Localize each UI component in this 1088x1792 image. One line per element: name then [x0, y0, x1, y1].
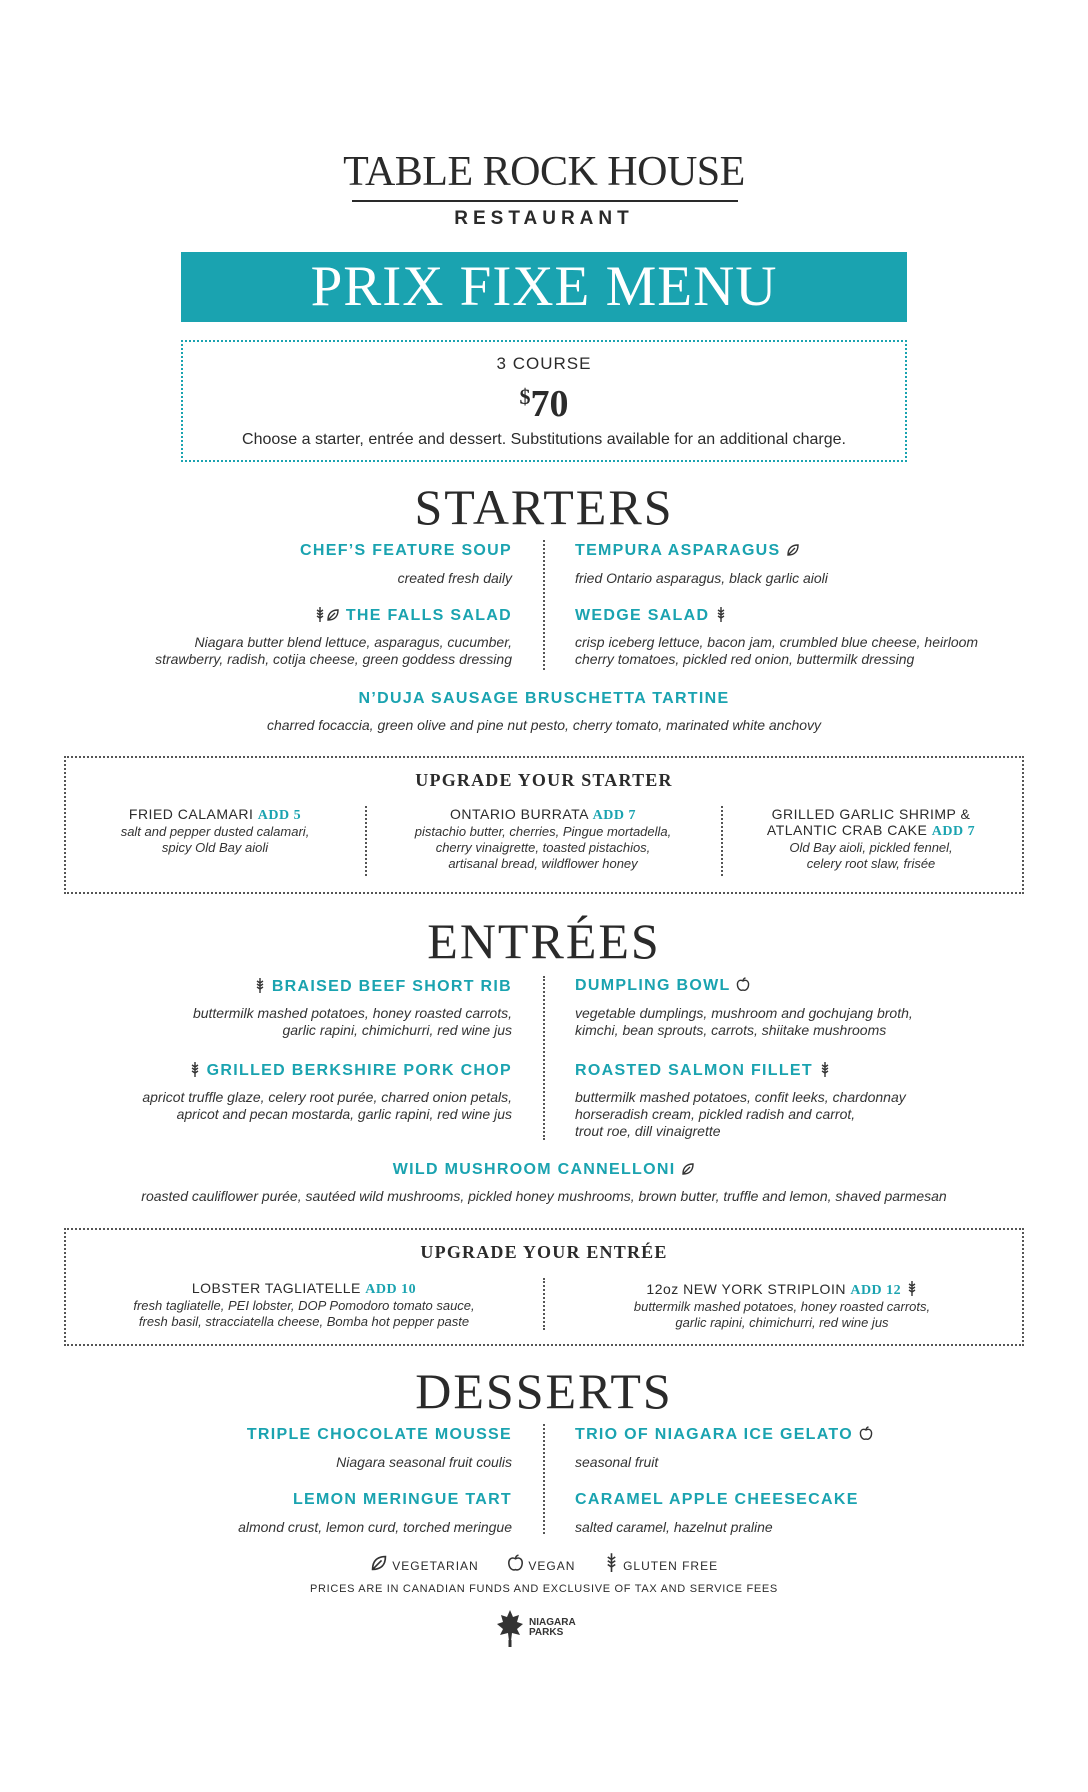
upgrade-price: ADD 7: [592, 808, 636, 823]
upgrade-title-text: ONTARIO BURRATA: [450, 806, 589, 822]
item-desc-line: crisp iceberg lettuce, bacon jam, crumbled blue cheese, heirloom: [575, 634, 979, 650]
upgrade-title: GRILLED GARLIC SHRIMP &: [771, 806, 971, 822]
dietary-legend: [0, 1552, 1088, 1575]
item-title: CARAMEL APPLE CHEESECAKE: [575, 1491, 859, 1508]
leaf-icon: [370, 1554, 388, 1575]
item-title-text: WILD MUSHROOM CANNELLONI: [392, 1161, 676, 1178]
item-title-text: TEMPURA ASPARAGUS: [575, 542, 781, 559]
course-label: 3 COURSE: [496, 354, 592, 373]
column-divider: [721, 806, 723, 876]
upgrade-price: ADD 7: [931, 824, 976, 839]
item-desc: [40, 634, 512, 668]
wheat-icon: [819, 1061, 831, 1082]
column-divider: [543, 1278, 545, 1330]
item-desc-line: strawberry, radish, cotija cheese, green goddess dressing: [155, 651, 512, 667]
upgrade-title: [70, 1280, 538, 1298]
menu-instructions: Choose a starter, entrée and dessert. Substitutions available for an additional charge.: [242, 431, 846, 448]
upgrade-item: [70, 806, 360, 856]
upgrade-desc-line: pistachio butter, cherries, Pingue mortadella,: [414, 824, 672, 839]
price: [183, 376, 905, 425]
item-desc-line: buttermilk mashed potatoes, confit leeks, chardonnay: [575, 1089, 906, 1105]
item-title-text: ROASTED SALMON FILLET: [575, 1062, 813, 1079]
apple-icon: [736, 977, 750, 997]
item-desc: created fresh daily: [397, 570, 512, 586]
item-desc-line: apricot truffle glaze, celery root purée, charred onion petals,: [142, 1089, 512, 1105]
wheat-icon: [906, 1280, 918, 1299]
leaf-icon: [786, 543, 800, 562]
item-desc: Niagara seasonal fruit coulis: [336, 1454, 512, 1470]
upgrade-title-text: LOBSTER TAGLIATELLE: [191, 1280, 361, 1296]
upgrade-title-text: ATLANTIC CRAB CAKE: [766, 822, 928, 838]
upgrade-title-text: 12oz NEW YORK STRIPLOIN: [646, 1281, 846, 1297]
upgrade-desc-line: fresh basil, stracciatella cheese, Bomba hot pepper paste: [138, 1314, 470, 1329]
item-title-text: GRILLED BERKSHIRE PORK CHOP: [206, 1062, 512, 1079]
item-desc: [40, 1005, 512, 1039]
upgrade-item: [370, 806, 716, 872]
item-desc-line: horseradish cream, pickled radish and carrot,: [575, 1106, 856, 1122]
item-desc: [40, 1089, 512, 1123]
item-desc: fried Ontario asparagus, black garlic aioli: [575, 570, 828, 586]
legend-vegan: [507, 1559, 575, 1573]
legend-vegetarian: [370, 1559, 479, 1573]
menu-banner: PRIX FIXE MENU: [181, 252, 907, 322]
brand-divider: [352, 200, 738, 202]
upgrade-title: [726, 822, 1016, 840]
item-title-text: BRAISED BEEF SHORT RIB: [271, 978, 512, 995]
upgrade-price: ADD 10: [365, 1282, 417, 1297]
price-symbol: $: [519, 384, 531, 409]
legend-label: VEGETARIAN: [392, 1559, 479, 1573]
upgrade-desc-line: cherry vinaigrette, toasted pistachios,: [435, 840, 651, 855]
upgrade-desc-line: fresh tagliatelle, PEI lobster, DOP Pomodoro tomato sauce,: [133, 1298, 475, 1313]
item-title-text: WEDGE SALAD: [575, 607, 710, 624]
upgrade-price: ADD 12: [850, 1283, 902, 1298]
wheat-icon: [604, 1552, 619, 1575]
upgrade-price: ADD 5: [257, 808, 302, 823]
upgrade-title: [370, 806, 716, 824]
upgrade-item: [550, 1280, 1014, 1331]
upgrade-desc-line: garlic rapini, chimichurri, red wine jus: [675, 1315, 889, 1330]
upgrade-desc-line: buttermilk mashed potatoes, honey roasted carrots,: [633, 1299, 931, 1314]
brand-subtitle: RESTAURANT: [454, 208, 634, 229]
upgrade-desc-line: spicy Old Bay aioli: [161, 840, 269, 855]
price-value: 70: [530, 383, 569, 425]
upgrade-item: [726, 806, 1016, 872]
legend-label: VEGAN: [528, 1559, 576, 1573]
price-box: [181, 340, 907, 462]
item-title: TRIPLE CHOCOLATE MOUSSE: [246, 1426, 512, 1443]
upgrade-desc-line: celery root slaw, frisée: [806, 856, 936, 871]
item-title: [40, 977, 512, 998]
item-desc-line: vegetable dumplings, mushroom and gochujang broth,: [575, 1005, 913, 1021]
upgrade-desc-line: Old Bay aioli, pickled fennel,: [789, 840, 953, 855]
upgrade-heading: UPGRADE YOUR STARTER: [415, 770, 673, 790]
niagara-parks-logo: [496, 1608, 596, 1648]
item-desc: [575, 1089, 1045, 1140]
section-heading-entrees: ENTRÉES: [427, 913, 661, 969]
leaf-icon: [681, 1162, 695, 1181]
item-title: [575, 606, 1045, 627]
item-desc: almond crust, lemon curd, torched meringue: [238, 1519, 512, 1535]
item-desc-line: garlic rapini, chimichurri, red wine jus: [282, 1022, 512, 1038]
brand-title: TABLE ROCK HOUSE: [343, 149, 745, 195]
item-title-text: THE FALLS SALAD: [345, 607, 512, 624]
item-title: [575, 1426, 1035, 1446]
item-title: [575, 977, 1045, 997]
item-title: CHEF’S FEATURE SOUP: [300, 542, 512, 559]
item-title: [40, 606, 512, 627]
item-desc: seasonal fruit: [575, 1454, 659, 1470]
column-divider: [365, 806, 367, 876]
legend-label: GLUTEN FREE: [623, 1559, 719, 1573]
item-desc: [575, 1005, 1045, 1039]
item-desc: roasted cauliflower purée, sautéed wild mushrooms, pickled honey mushrooms, brown butter, truffle and lemon, shaved parmesan: [141, 1188, 947, 1204]
upgrade-desc-line: artisanal bread, wildflower honey: [448, 856, 638, 871]
item-desc-line: apricot and pecan mostarda, garlic rapini, red wine jus: [176, 1106, 512, 1122]
wheat-icon: [189, 1061, 201, 1082]
upgrade-title-text: FRIED CALAMARI: [128, 806, 254, 822]
section-heading-desserts: DESSERTS: [415, 1363, 673, 1419]
item-title: [575, 542, 1015, 562]
item-title: [0, 1161, 1088, 1181]
upgrade-heading: UPGRADE YOUR ENTRÉE: [420, 1242, 668, 1262]
item-title: [40, 1061, 512, 1082]
logo-wordmark: [529, 1618, 576, 1638]
item-title: LEMON MERINGUE TART: [292, 1491, 512, 1508]
item-desc: salted caramel, hazelnut praline: [575, 1519, 773, 1535]
item-desc-line: buttermilk mashed potatoes, honey roasted carrots,: [192, 1005, 512, 1021]
item-desc-line: kimchi, bean sprouts, carrots, shiitake mushrooms: [575, 1022, 887, 1038]
item-title: [575, 1061, 1045, 1082]
legend-gluten-free: [604, 1559, 718, 1573]
logo-text-line: PARKS: [529, 1627, 564, 1638]
apple-icon: [507, 1554, 524, 1575]
upgrade-title: [550, 1280, 1014, 1299]
wheat-icon: [715, 606, 727, 627]
wheat-icon: [254, 977, 266, 998]
item-title: N’DUJA SAUSAGE BRUSCHETTA TARTINE: [358, 690, 730, 707]
upgrade-desc-line: salt and pepper dusted calamari,: [120, 824, 310, 839]
column-divider: [543, 540, 545, 670]
leaf-icon: [326, 608, 340, 627]
section-heading-starters: STARTERS: [414, 479, 674, 535]
apple-icon: [859, 1426, 873, 1446]
upgrade-title: [70, 806, 360, 824]
item-desc-line: Niagara butter blend lettuce, asparagus, cucumber,: [194, 634, 512, 650]
column-divider: [543, 976, 545, 1140]
item-desc: [575, 634, 1045, 668]
item-desc-line: cherry tomatoes, pickled red onion, buttermilk dressing: [575, 651, 915, 667]
wheat-icon: [314, 606, 326, 627]
item-title-text: DUMPLING BOWL: [575, 977, 731, 994]
logo-text-line: NIAGARA: [529, 1617, 576, 1628]
item-desc: charred focaccia, green olive and pine nut pesto, cherry tomato, marinated white anchovy: [266, 717, 822, 733]
item-desc-line: trout roe, dill vinaigrette: [575, 1123, 721, 1139]
item-title-text: TRIO OF NIAGARA ICE GELATO: [575, 1426, 853, 1443]
pricing-note: PRICES ARE IN CANADIAN FUNDS AND EXCLUSIVE OF TAX AND SERVICE FEES: [310, 1583, 778, 1595]
column-divider: [543, 1424, 545, 1534]
maple-leaf-icon: [496, 1608, 524, 1648]
upgrade-item: [70, 1280, 538, 1330]
